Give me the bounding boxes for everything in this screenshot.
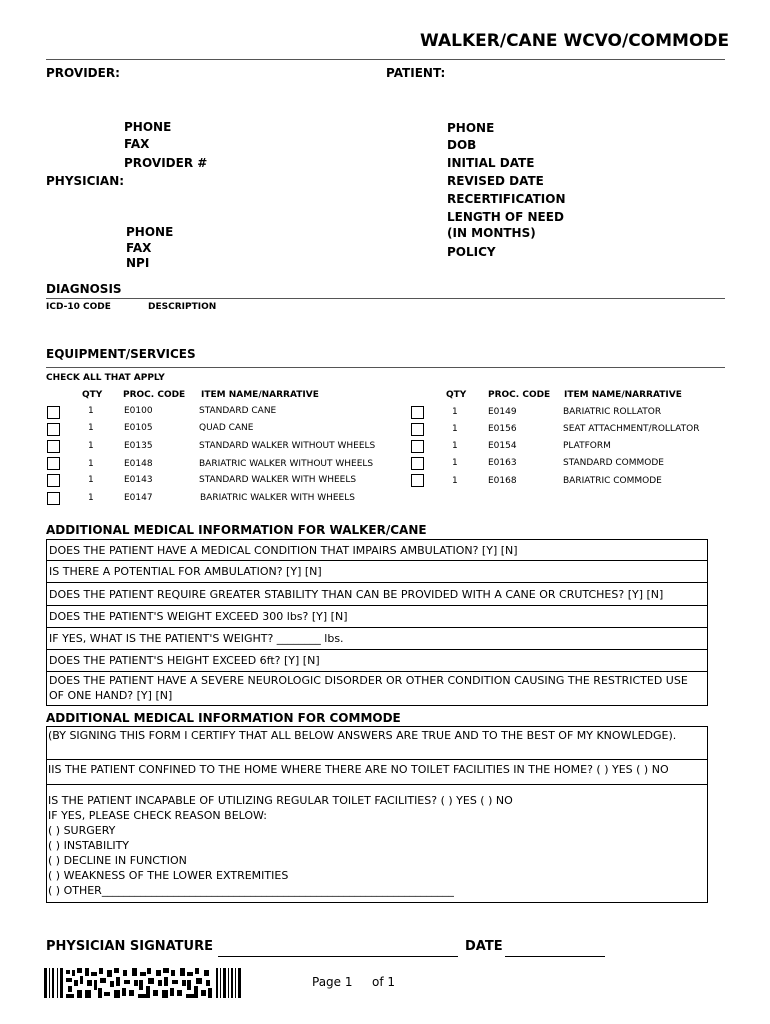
initial-date-label: INITIAL DATE [447,156,535,170]
equipment-checkbox[interactable] [411,406,424,419]
provider-number-label: PROVIDER # [124,156,208,170]
commode-reason-option[interactable]: ( ) OTHER________________________________________________________________ [48,884,454,897]
equipment-code: E0105 [124,423,153,433]
physician-signature-line[interactable] [218,956,458,957]
right-col-proc-header: PROC. CODE [488,390,551,400]
policy-label: POLICY [447,245,496,259]
equipment-checkbox[interactable] [411,423,424,436]
equipment-qty: 1 [88,441,94,451]
equipment-code: E0148 [124,459,153,469]
equipment-checkbox[interactable] [47,474,60,487]
commode-reason-option[interactable]: ( ) WEAKNESS OF THE LOWER EXTREMITIES [48,869,289,882]
left-col-qty-header: QTY [82,390,103,400]
length-of-need-label: LENGTH OF NEED [447,210,564,224]
commode-reason-option[interactable]: ( ) DECLINE IN FUNCTION [48,854,187,867]
patient-phone-label: PHONE [447,121,495,135]
equipment-name: BARIATRIC WALKER WITH WHEELS [200,493,355,503]
length-of-need-units-label: (IN MONTHS) [447,226,536,240]
patient-dob-label: DOB [447,138,477,152]
walker-question: IF YES, WHAT IS THE PATIENT'S WEIGHT? ________ lbs. [46,628,708,650]
equipment-checkbox[interactable] [47,406,60,419]
physician-signature-label: PHYSICIAN SIGNATURE [46,939,213,954]
equipment-name: BARIATRIC COMMODE [563,476,662,486]
equipment-code: E0147 [124,493,153,503]
equipment-name: SEAT ATTACHMENT/ROLLATOR [563,424,700,434]
physician-fax-label: FAX [126,241,152,255]
walker-question: IS THERE A POTENTIAL FOR AMBULATION? [Y] [N] [46,561,708,583]
provider-phone-label: PHONE [124,120,172,134]
equipment-code: E0149 [488,407,517,417]
physician-phone-label: PHONE [126,225,174,239]
equipment-name: STANDARD CANE [199,406,277,416]
date-label: DATE [465,939,503,954]
recertification-label: RECERTIFICATION [447,192,566,206]
diagnosis-description-label: DESCRIPTION [148,302,217,312]
equipment-code: E0143 [124,475,153,485]
provider-label: PROVIDER: [46,66,120,80]
walker-question: DOES THE PATIENT REQUIRE GREATER STABILITY THAN CAN BE PROVIDED WITH A CANE OR CRUTCHES? [Y] [N] [46,583,708,606]
equipment-qty: 1 [452,424,458,434]
equipment-divider [46,367,725,368]
check-all-instruction: CHECK ALL THAT APPLY [46,373,165,383]
equipment-code: E0154 [488,441,517,451]
commode-reason-option[interactable]: ( ) INSTABILITY [48,839,130,852]
physician-npi-label: NPI [126,256,150,270]
equipment-code: E0156 [488,424,517,434]
equipment-qty: 1 [452,441,458,451]
commode-confined-question: IIS THE PATIENT CONFINED TO THE HOME WHERE THERE ARE NO TOILET FACILITIES IN THE HOME? ( ) YES ( ) NO [48,763,669,776]
revised-date-label: REVISED DATE [447,174,544,188]
title-divider [46,59,725,60]
equipment-qty: 1 [88,475,94,485]
equipment-name: STANDARD WALKER WITHOUT WHEELS [199,441,376,451]
date-line[interactable] [505,956,605,957]
equipment-name: STANDARD WALKER WITH WHEELS [199,475,357,485]
page-number: Page 1 [312,975,353,989]
equipment-name: BARIATRIC WALKER WITHOUT WHEELS [199,459,374,469]
equipment-checkbox[interactable] [47,457,60,470]
equipment-qty: 1 [88,423,94,433]
equipment-checkbox[interactable] [411,474,424,487]
left-col-proc-header: PROC. CODE [123,390,186,400]
equipment-name: PLATFORM [563,441,611,451]
barcode-icon [44,968,242,998]
page-total: of 1 [372,975,396,989]
equipment-code: E0163 [488,458,517,468]
equipment-qty: 1 [88,493,94,503]
commode-divider [47,784,707,785]
equipment-code: E0135 [124,441,153,451]
commode-questions-box [46,760,708,903]
equipment-checkbox[interactable] [47,440,60,453]
commode-certify-box [46,726,708,760]
equipment-name: BARIATRIC ROLLATOR [563,407,662,417]
equipment-checkbox[interactable] [411,440,424,453]
walker-question: DOES THE PATIENT'S WEIGHT EXCEED 300 lbs? [Y] [N] [46,606,708,628]
equipment-code: E0168 [488,476,517,486]
physician-label: PHYSICIAN: [46,174,125,188]
provider-fax-label: FAX [124,137,150,151]
diagnosis-heading: DIAGNOSIS [46,282,122,296]
equipment-checkbox[interactable] [47,423,60,436]
equipment-checkbox[interactable] [411,457,424,470]
commode-incapable-question: IS THE PATIENT INCAPABLE OF UTILIZING REGULAR TOILET FACILITIES? ( ) YES ( ) NO [48,794,513,807]
icd10-code-label: ICD-10 CODE [46,302,111,312]
equipment-heading: EQUIPMENT/SERVICES [46,347,196,361]
commode-reason-prompt: IF YES, PLEASE CHECK REASON BELOW: [48,809,267,822]
commode-certify-text: (BY SIGNING THIS FORM I CERTIFY THAT ALL BELOW ANSWERS ARE TRUE AND TO THE BEST OF MY KNOWLEDGE). [48,729,677,742]
patient-label: PATIENT: [386,66,446,80]
equipment-qty: 1 [452,476,458,486]
right-col-qty-header: QTY [446,390,467,400]
equipment-qty: 1 [88,406,94,416]
right-col-item-header: ITEM NAME/NARRATIVE [564,390,682,400]
walker-question: DOES THE PATIENT HAVE A MEDICAL CONDITION THAT IMPAIRS AMBULATION? [Y] [N] [46,539,708,561]
walker-info-heading: ADDITIONAL MEDICAL INFORMATION FOR WALKER/CANE [46,523,427,537]
walker-question: DOES THE PATIENT HAVE A SEVERE NEUROLOGIC DISORDER OR OTHER CONDITION CAUSING THE RESTRICTED USE OF ONE HAND? [Y] [N] [46,672,708,706]
diagnosis-divider [46,298,725,299]
equipment-name: QUAD CANE [199,423,254,433]
equipment-qty: 1 [452,407,458,417]
equipment-code: E0100 [124,406,153,416]
equipment-checkbox[interactable] [47,492,60,505]
commode-info-heading: ADDITIONAL MEDICAL INFORMATION FOR COMMODE [46,711,401,725]
page-title: WALKER/CANE WCVO/COMMODE [420,31,730,51]
equipment-name: STANDARD COMMODE [563,458,664,468]
commode-reason-option[interactable]: ( ) SURGERY [48,824,116,837]
left-col-item-header: ITEM NAME/NARRATIVE [201,390,319,400]
equipment-qty: 1 [452,458,458,468]
walker-question: DOES THE PATIENT'S HEIGHT EXCEED 6ft? [Y] [N] [46,650,708,672]
equipment-qty: 1 [88,459,94,469]
